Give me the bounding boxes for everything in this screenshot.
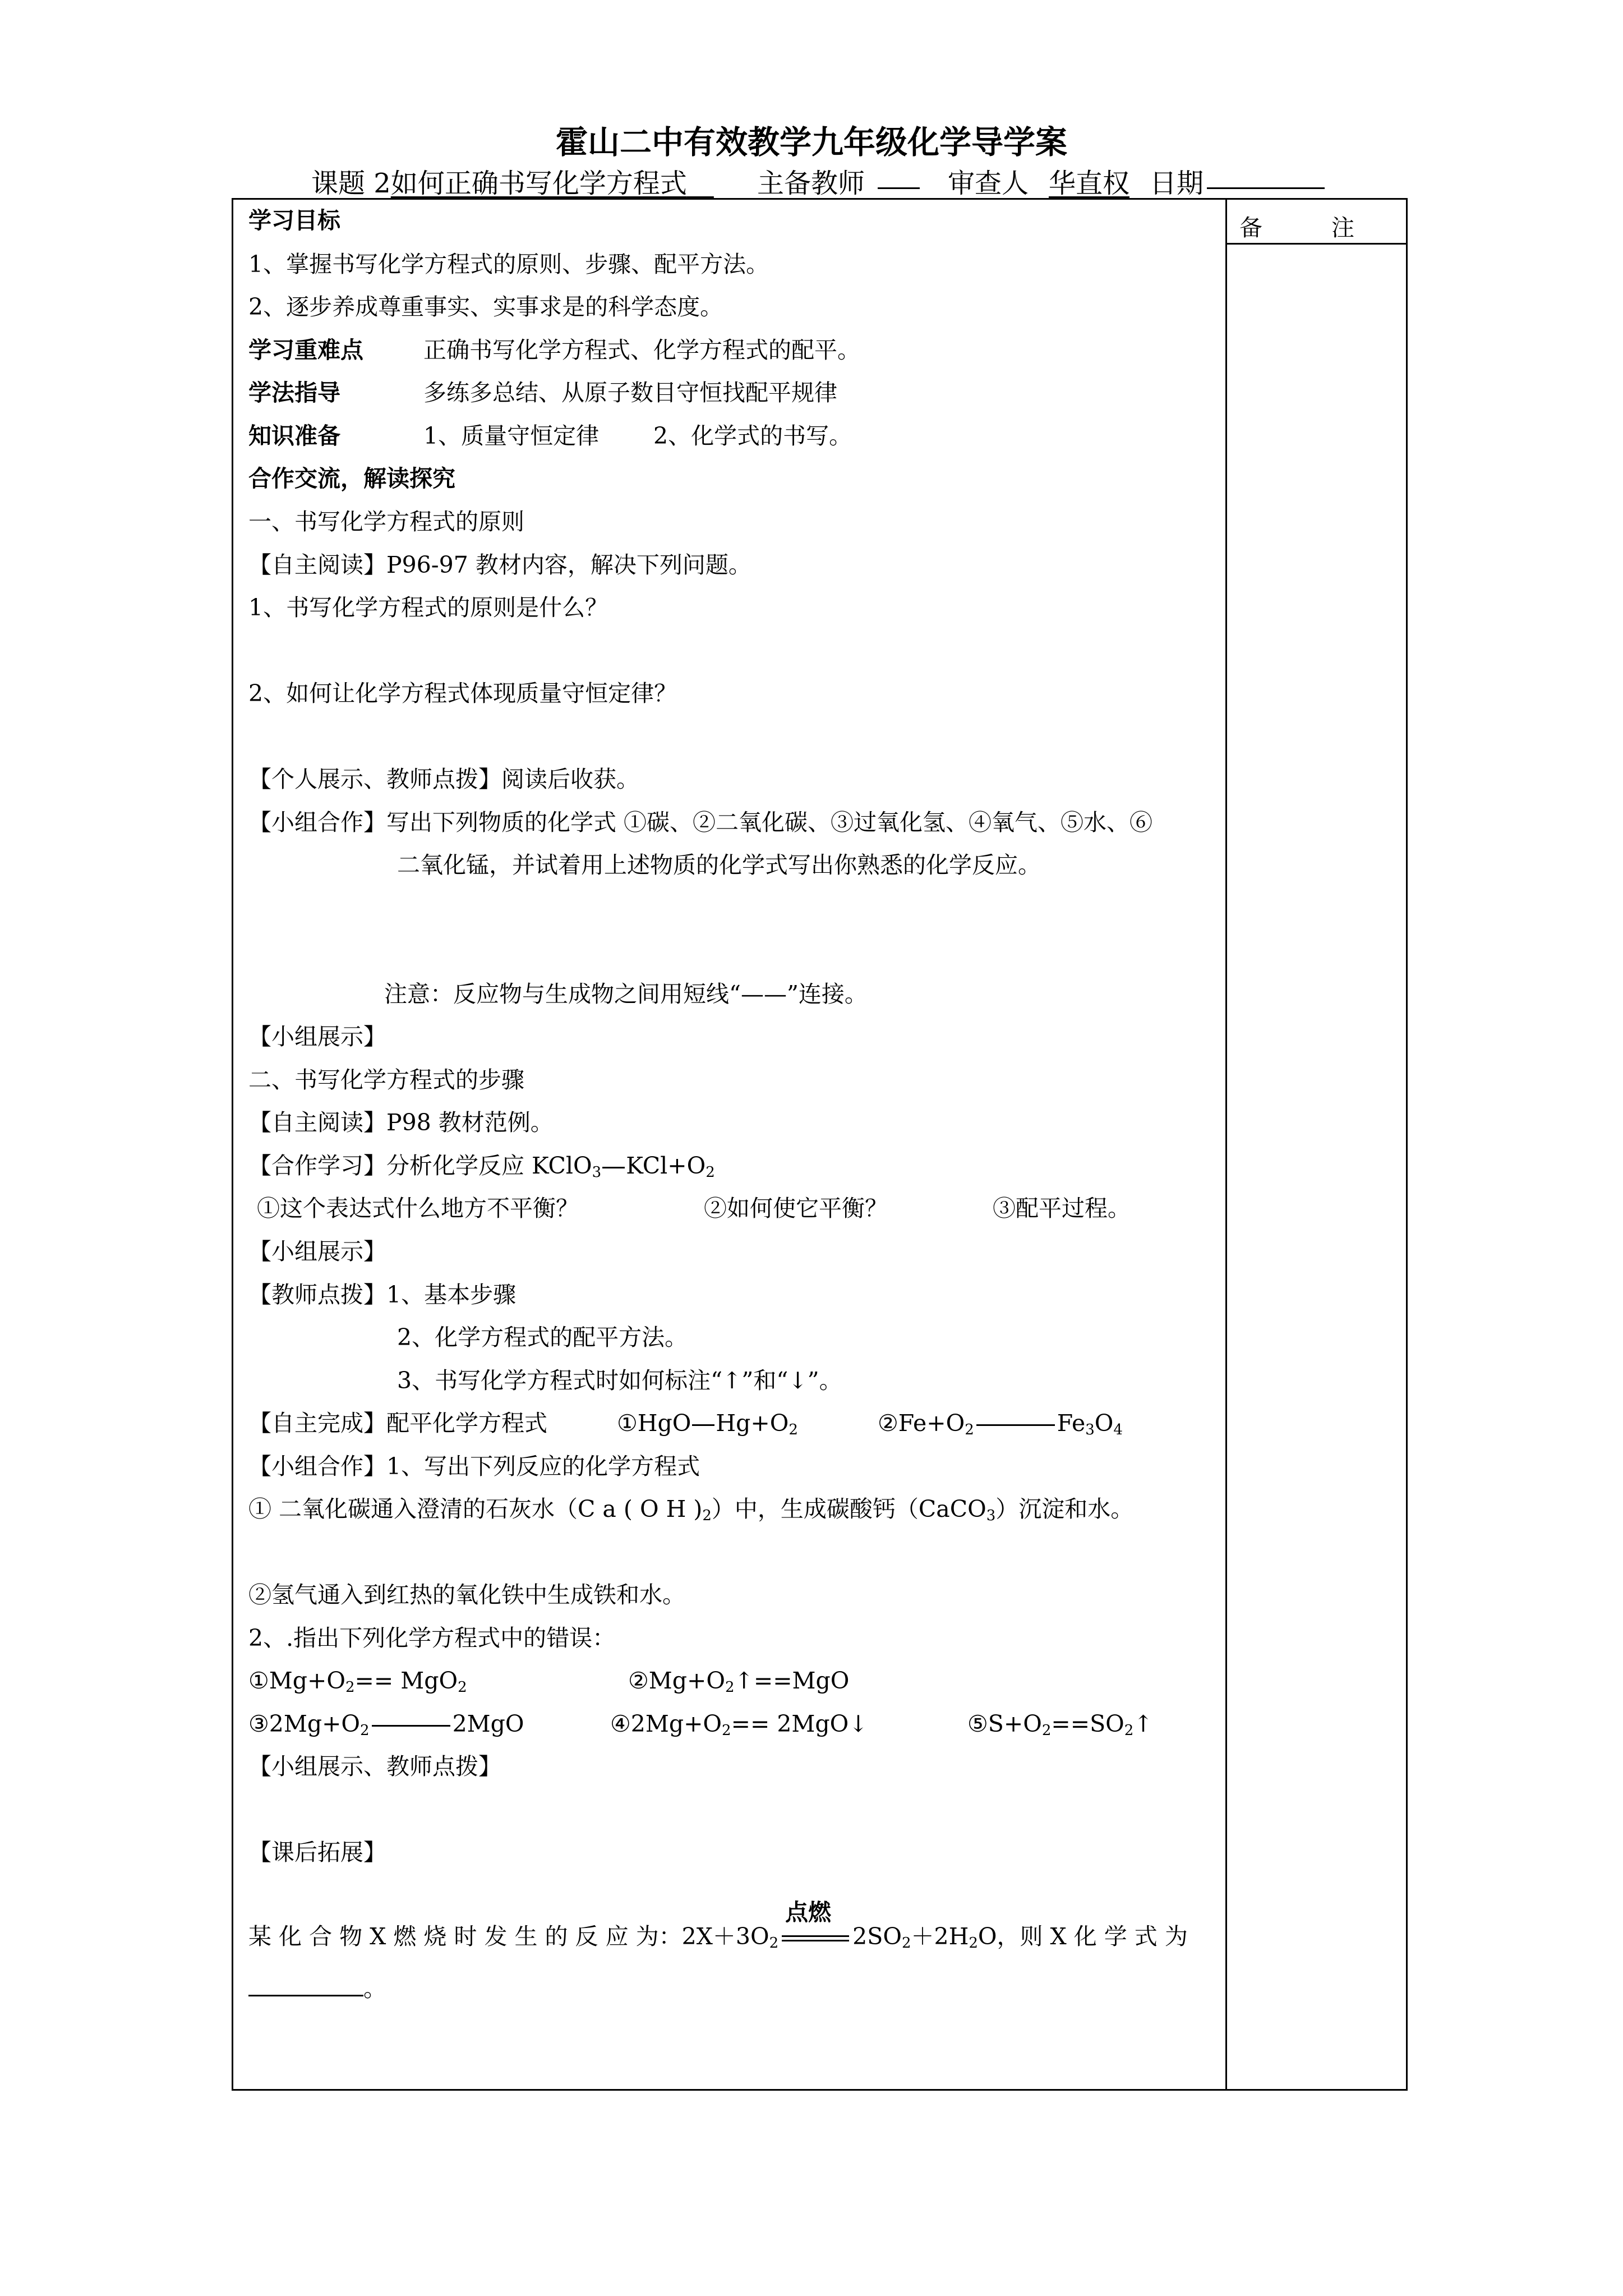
section-objectives: 学习目标: [248, 207, 340, 234]
section-cooperation: 合作交流，解读探究: [248, 465, 455, 492]
notes-header-divider: [1225, 243, 1408, 245]
page-title: 霍山二中有效教学九年级化学导学案: [556, 123, 1067, 161]
group-show-2: 【小组展示】: [248, 1238, 386, 1265]
question-unbalanced: ①这个表达式什么地方不平衡？: [257, 1195, 579, 1222]
part-1-heading: 一、书写化学方程式的原则: [248, 508, 524, 535]
lead-teacher-label: 主备教师: [757, 168, 865, 199]
question-balance: ②如何使它平衡？: [704, 1195, 888, 1222]
personal-show: 【个人展示、教师点拨】阅读后收获。: [248, 766, 639, 793]
group-task-2: 【小组合作】1、写出下列反应的化学方程式: [248, 1453, 700, 1480]
column-divider: [1225, 198, 1227, 2091]
extension-heading: 【课后拓展】: [248, 1839, 386, 1866]
balance-eq-1: ①HgO $Hg+O_2$: [617, 1410, 798, 1438]
prep-item-1: 1、质量守恒定律: [423, 422, 600, 449]
group-task-1-cont: 二氧化锰，并试着用上述物质的化学式写出你熟悉的化学反应。: [397, 852, 1041, 878]
error-eq-4: $④2Mg+O_2==$ 2MgO↓: [610, 1710, 868, 1739]
balance-eq-2: $②Fe+O_2$ $Fe_3O_4$: [878, 1410, 1123, 1438]
method-label: 学法指导: [248, 379, 340, 406]
error-eq-3: $③2Mg+O_2$ 2MgO: [248, 1710, 524, 1739]
topic-field: 如何正确书写化学方程式: [390, 168, 687, 199]
part-2-heading: 二、书写化学方程式的步骤: [248, 1066, 524, 1093]
method-text: 多练多总结、从原子数目守恒找配平规律: [423, 379, 837, 406]
prep-item-2: 2、化学式的书写。: [653, 422, 852, 449]
group-show-3: 【小组展示、教师点拨】: [248, 1753, 501, 1780]
group-task-1: 【小组合作】写出下列物质的化学式 ①碳、②二氧化碳、③过氧化氢、④氧气、⑤水、⑥: [248, 809, 1153, 836]
error-eq-5: $⑤S+O_2==SO_2↑$: [967, 1710, 1153, 1739]
self-reading-1: 【自主阅读】P96-97 教材内容，解决下列问题。: [248, 551, 751, 578]
key-points-text: 正确书写化学方程式、化学方程式的配平。: [423, 337, 860, 364]
topic-label: 课题 2: [311, 168, 391, 199]
question-2: 2、如何让化学方程式体现质量守恒定律？: [248, 680, 677, 707]
extension-question: 某 化 合 物 X 燃 烧 时 发 生 的 反 应 为：$2X+3O_2$ $2SO_2+2H_2O$，则 X 化 学 式 为: [248, 1923, 1188, 1952]
notes-heading: 备 注: [1239, 214, 1354, 241]
reaction-h2-fe2o3: ②氢气通入到红热的氧化铁中生成铁和水。: [248, 1581, 685, 1608]
question-process: ③配平过程。: [993, 1195, 1131, 1222]
teacher-guide-2: 2、化学方程式的配平方法。: [397, 1324, 688, 1351]
reviewer-name: 华直权: [1049, 168, 1130, 199]
reviewer-label: 审查人: [948, 168, 1029, 199]
find-errors-heading: 2、.指出下列化学方程式中的错误：: [248, 1625, 616, 1651]
teacher-guide-3: 3、书写化学方程式时如何标注“↑”和“↓”。: [397, 1367, 842, 1394]
date-label: 日期: [1150, 168, 1204, 199]
error-eq-1: $①Mg+O_2== MgO_2$: [248, 1667, 467, 1696]
prep-label: 知识准备: [248, 422, 340, 449]
question-1: 1、书写化学方程式的原则是什么？: [248, 594, 608, 621]
objective-2: 2、逐步养成尊重事实、实事求是的科学态度。: [248, 293, 723, 320]
header-line: [311, 162, 714, 200]
lead-teacher-blank: [878, 162, 920, 195]
date-blank: [1207, 162, 1325, 195]
condition-ignite: 点燃: [785, 1899, 831, 1926]
note-dash: 注意：反应物与生成物之间用短线“——”连接。: [384, 981, 868, 1007]
objective-1: 1、掌握书写化学方程式的原则、步骤、配平方法。: [248, 251, 769, 278]
error-eq-2: $②Mg+O_2↑==MgO$: [628, 1667, 850, 1696]
coop-learning-equation: 【合作学习】分析化学反应 KClO$_3$ $KCl+O_2$: [248, 1152, 715, 1181]
teacher-guide-1: 【教师点拨】1、基本步骤: [248, 1281, 517, 1308]
key-points-label: 学习重难点: [248, 337, 363, 364]
extension-answer-blank: 。: [248, 1969, 386, 2000]
group-show-1: 【小组展示】: [248, 1023, 386, 1050]
self-complete-label: 【自主完成】配平化学方程式: [248, 1410, 547, 1437]
self-reading-2: 【自主阅读】P98 教材范例。: [248, 1109, 554, 1136]
reaction-co2-limewater: ① 二氧化碳通入澄清的石灰水（C a ( O H )$_2$）中，生成碳酸钙（CaCO$_3$）沉淀和水。: [248, 1496, 1134, 1524]
